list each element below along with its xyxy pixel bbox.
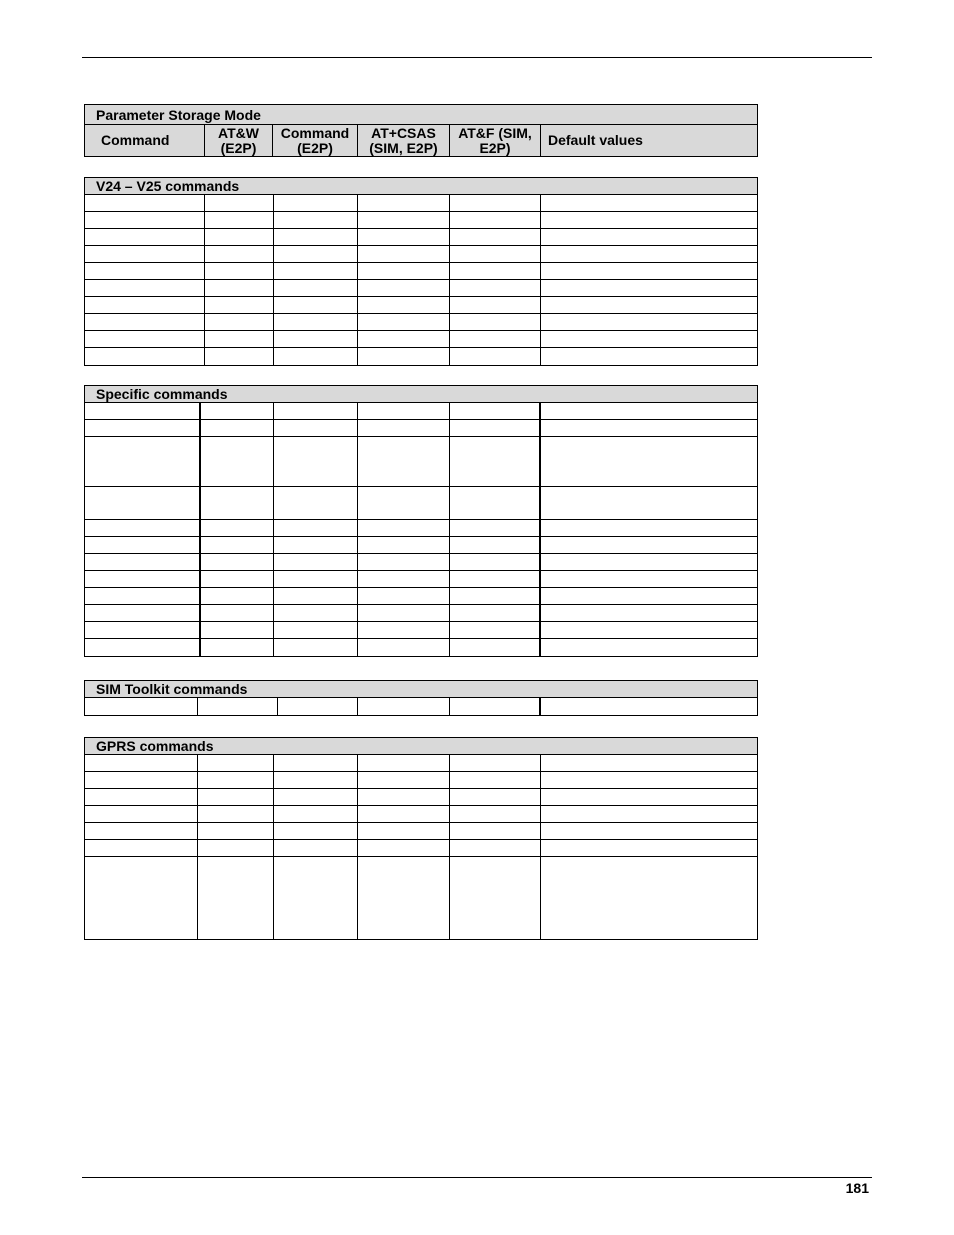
- table-cell: [450, 857, 541, 939]
- table-cell: [358, 840, 450, 856]
- gprs-commands-section: [84, 737, 758, 940]
- table-cell: [450, 823, 541, 839]
- col-command-e2p: Command (E2P): [273, 125, 358, 156]
- table-cell: [274, 403, 358, 419]
- table-cell: [450, 280, 541, 296]
- table-cell: [198, 789, 275, 805]
- table-cell: [450, 605, 541, 621]
- table-cell: [201, 639, 275, 656]
- table-cell: [198, 840, 275, 856]
- table-cell: [541, 789, 757, 805]
- table-cell: [274, 605, 358, 621]
- table-row: [85, 420, 757, 437]
- table-row: [85, 520, 757, 537]
- table-cell: [450, 246, 541, 262]
- table-cell: [358, 571, 450, 587]
- table-cell: [541, 297, 757, 313]
- table-row: [85, 789, 757, 806]
- table-cell: [274, 857, 358, 939]
- table-cell: [450, 588, 541, 604]
- gprs-rows: [85, 755, 757, 939]
- table-cell: [541, 229, 757, 245]
- table-row: [85, 537, 757, 554]
- table-cell: [274, 622, 358, 638]
- table-cell: [358, 639, 450, 656]
- table-cell: [85, 195, 205, 211]
- table-cell: [274, 772, 358, 788]
- table-cell: [541, 280, 757, 296]
- table-cell: [541, 520, 757, 536]
- table-cell: [85, 348, 205, 365]
- parameter-storage-header: [84, 104, 758, 157]
- v24-v25-section: [84, 177, 758, 366]
- table-cell: [541, 840, 757, 856]
- table-cell: [358, 755, 450, 771]
- table-row: [85, 571, 757, 588]
- table-cell: [541, 698, 757, 715]
- table-cell: [450, 331, 541, 347]
- table-cell: [450, 297, 541, 313]
- table-cell: [274, 789, 358, 805]
- table-cell: [85, 212, 205, 228]
- table-cell: [85, 789, 198, 805]
- section-title: GPRS commands: [85, 738, 757, 755]
- table-cell: [358, 246, 450, 262]
- table-row: [85, 314, 757, 331]
- table-cell: [85, 280, 205, 296]
- table-cell: [205, 348, 275, 365]
- table-cell: [274, 520, 358, 536]
- table-cell: [198, 806, 275, 822]
- table-cell: [358, 772, 450, 788]
- table-cell: [450, 772, 541, 788]
- table-cell: [201, 571, 275, 587]
- table-cell: [274, 437, 358, 486]
- table-cell: [85, 772, 198, 788]
- table-cell: [358, 212, 450, 228]
- table-cell: [201, 403, 275, 419]
- table-cell: [541, 195, 757, 211]
- table-cell: [358, 698, 450, 715]
- table-cell: [274, 755, 358, 771]
- table-cell: [85, 420, 201, 436]
- v24-rows: [85, 195, 757, 365]
- table-cell: [205, 246, 275, 262]
- table-cell: [274, 212, 358, 228]
- section-title: SIM Toolkit commands: [85, 681, 757, 698]
- table-cell: [198, 823, 275, 839]
- table-cell: [358, 487, 450, 519]
- table-cell: [541, 554, 757, 570]
- table-cell: [541, 331, 757, 347]
- table-cell: [274, 280, 358, 296]
- table-cell: [450, 639, 541, 656]
- table-cell: [541, 537, 757, 553]
- table-cell: [358, 331, 450, 347]
- table-cell: [541, 605, 757, 621]
- col-default-values: Default values: [548, 132, 643, 148]
- table-cell: [358, 806, 450, 822]
- table-row: [85, 246, 757, 263]
- table-cell: [85, 588, 201, 604]
- table-cell: [198, 698, 279, 715]
- table-cell: [358, 605, 450, 621]
- table-cell: [85, 331, 205, 347]
- table-cell: [541, 487, 757, 519]
- table-cell: [205, 331, 275, 347]
- table-cell: [205, 229, 275, 245]
- table-cell: [358, 403, 450, 419]
- table-cell: [541, 639, 757, 656]
- table-cell: [85, 246, 205, 262]
- table-cell: [205, 297, 275, 313]
- table-cell: [541, 437, 757, 486]
- table-row: [85, 698, 757, 715]
- table-cell: [358, 554, 450, 570]
- table-row: [85, 348, 757, 365]
- table-cell: [450, 755, 541, 771]
- table-cell: [85, 314, 205, 330]
- table-cell: [274, 806, 358, 822]
- table-cell: [85, 487, 201, 519]
- table-cell: [541, 263, 757, 279]
- table-cell: [274, 195, 358, 211]
- header-title: Parameter Storage Mode: [85, 105, 757, 125]
- table-row: [85, 229, 757, 246]
- table-cell: [450, 789, 541, 805]
- table-cell: [450, 348, 541, 365]
- table-cell: [358, 622, 450, 638]
- table-cell: [274, 554, 358, 570]
- table-cell: [274, 297, 358, 313]
- table-cell: [85, 537, 201, 553]
- table-cell: [358, 537, 450, 553]
- table-cell: [541, 588, 757, 604]
- table-cell: [450, 554, 541, 570]
- table-cell: [274, 331, 358, 347]
- col-command: Command: [85, 125, 205, 156]
- col-atf: AT&F (SIM, E2P): [450, 125, 541, 156]
- table-cell: [450, 263, 541, 279]
- table-cell: [541, 755, 757, 771]
- table-cell: [274, 487, 358, 519]
- table-cell: [201, 520, 275, 536]
- table-cell: [201, 420, 275, 436]
- table-cell: [85, 823, 198, 839]
- table-cell: [85, 639, 201, 656]
- table-cell: [201, 554, 275, 570]
- table-cell: [85, 437, 201, 486]
- table-cell: [541, 420, 757, 436]
- table-cell: [450, 212, 541, 228]
- header-columns: [85, 125, 757, 156]
- table-cell: [541, 403, 757, 419]
- table-cell: [541, 857, 757, 939]
- table-cell: [85, 403, 201, 419]
- table-cell: [85, 698, 198, 715]
- table-cell: [541, 571, 757, 587]
- sim-rows: [85, 698, 757, 715]
- table-cell: [358, 229, 450, 245]
- table-cell: [274, 246, 358, 262]
- table-cell: [274, 588, 358, 604]
- table-cell: [358, 297, 450, 313]
- table-row: [85, 840, 757, 857]
- table-cell: [274, 571, 358, 587]
- table-row: [85, 403, 757, 420]
- table-cell: [198, 857, 275, 939]
- sim-toolkit-section: [84, 680, 758, 716]
- table-row: [85, 588, 757, 605]
- table-row: [85, 639, 757, 656]
- table-cell: [205, 280, 275, 296]
- table-cell: [358, 314, 450, 330]
- table-row: [85, 280, 757, 297]
- table-cell: [278, 698, 358, 715]
- col-atcsas: AT+CSAS (SIM, E2P): [358, 125, 450, 156]
- table-cell: [274, 639, 358, 656]
- table-cell: [450, 571, 541, 587]
- table-cell: [85, 605, 201, 621]
- table-cell: [450, 840, 541, 856]
- table-cell: [274, 314, 358, 330]
- table-cell: [274, 537, 358, 553]
- table-cell: [358, 520, 450, 536]
- specific-commands-section: [84, 385, 758, 657]
- table-cell: [205, 195, 275, 211]
- table-cell: [358, 437, 450, 486]
- table-cell: [85, 806, 198, 822]
- table-cell: [450, 437, 541, 486]
- table-cell: [541, 772, 757, 788]
- table-cell: [450, 520, 541, 536]
- table-row: [85, 755, 757, 772]
- table-cell: [450, 229, 541, 245]
- table-cell: [205, 212, 275, 228]
- table-cell: [450, 195, 541, 211]
- bottom-rule: [82, 1177, 872, 1178]
- table-row: [85, 195, 757, 212]
- page-number: 181: [845, 1180, 869, 1196]
- table-cell: [201, 588, 275, 604]
- table-cell: [450, 403, 541, 419]
- table-cell: [450, 698, 541, 715]
- table-cell: [201, 605, 275, 621]
- table-cell: [85, 755, 198, 771]
- table-cell: [85, 857, 198, 939]
- table-cell: [358, 588, 450, 604]
- table-cell: [198, 755, 275, 771]
- table-cell: [450, 537, 541, 553]
- table-row: [85, 212, 757, 229]
- table-cell: [201, 622, 275, 638]
- table-cell: [541, 823, 757, 839]
- table-cell: [85, 622, 201, 638]
- table-row: [85, 487, 757, 520]
- table-cell: [450, 622, 541, 638]
- table-cell: [541, 314, 757, 330]
- table-cell: [274, 263, 358, 279]
- table-cell: [358, 280, 450, 296]
- table-cell: [358, 348, 450, 365]
- table-cell: [450, 314, 541, 330]
- table-cell: [358, 857, 450, 939]
- table-cell: [358, 823, 450, 839]
- table-cell: [541, 348, 757, 365]
- section-title: Specific commands: [85, 386, 757, 403]
- table-cell: [450, 487, 541, 519]
- table-cell: [205, 263, 275, 279]
- table-cell: [541, 212, 757, 228]
- table-cell: [205, 314, 275, 330]
- table-cell: [274, 420, 358, 436]
- table-row: [85, 806, 757, 823]
- table-row: [85, 772, 757, 789]
- table-cell: [85, 297, 205, 313]
- table-cell: [201, 437, 275, 486]
- table-cell: [201, 487, 275, 519]
- section-title: V24 – V25 commands: [85, 178, 757, 195]
- table-cell: [274, 840, 358, 856]
- table-cell: [541, 622, 757, 638]
- table-cell: [85, 229, 205, 245]
- table-cell: [274, 823, 358, 839]
- table-cell: [85, 520, 201, 536]
- table-row: [85, 331, 757, 348]
- table-cell: [201, 537, 275, 553]
- table-row: [85, 437, 757, 487]
- table-row: [85, 297, 757, 314]
- table-cell: [274, 348, 358, 365]
- table-cell: [450, 420, 541, 436]
- table-cell: [85, 571, 201, 587]
- table-cell: [85, 554, 201, 570]
- table-row: [85, 263, 757, 280]
- specific-rows: [85, 403, 757, 656]
- table-cell: [358, 263, 450, 279]
- table-row: [85, 857, 757, 939]
- table-cell: [541, 806, 757, 822]
- table-cell: [85, 263, 205, 279]
- table-row: [85, 823, 757, 840]
- table-cell: [358, 789, 450, 805]
- table-row: [85, 605, 757, 622]
- col-atw: AT&W (E2P): [205, 125, 273, 156]
- table-cell: [358, 420, 450, 436]
- top-rule: [82, 57, 872, 58]
- table-cell: [541, 246, 757, 262]
- table-row: [85, 622, 757, 639]
- table-cell: [198, 772, 275, 788]
- table-cell: [358, 195, 450, 211]
- table-cell: [85, 840, 198, 856]
- table-cell: [274, 229, 358, 245]
- table-cell: [450, 806, 541, 822]
- table-row: [85, 554, 757, 571]
